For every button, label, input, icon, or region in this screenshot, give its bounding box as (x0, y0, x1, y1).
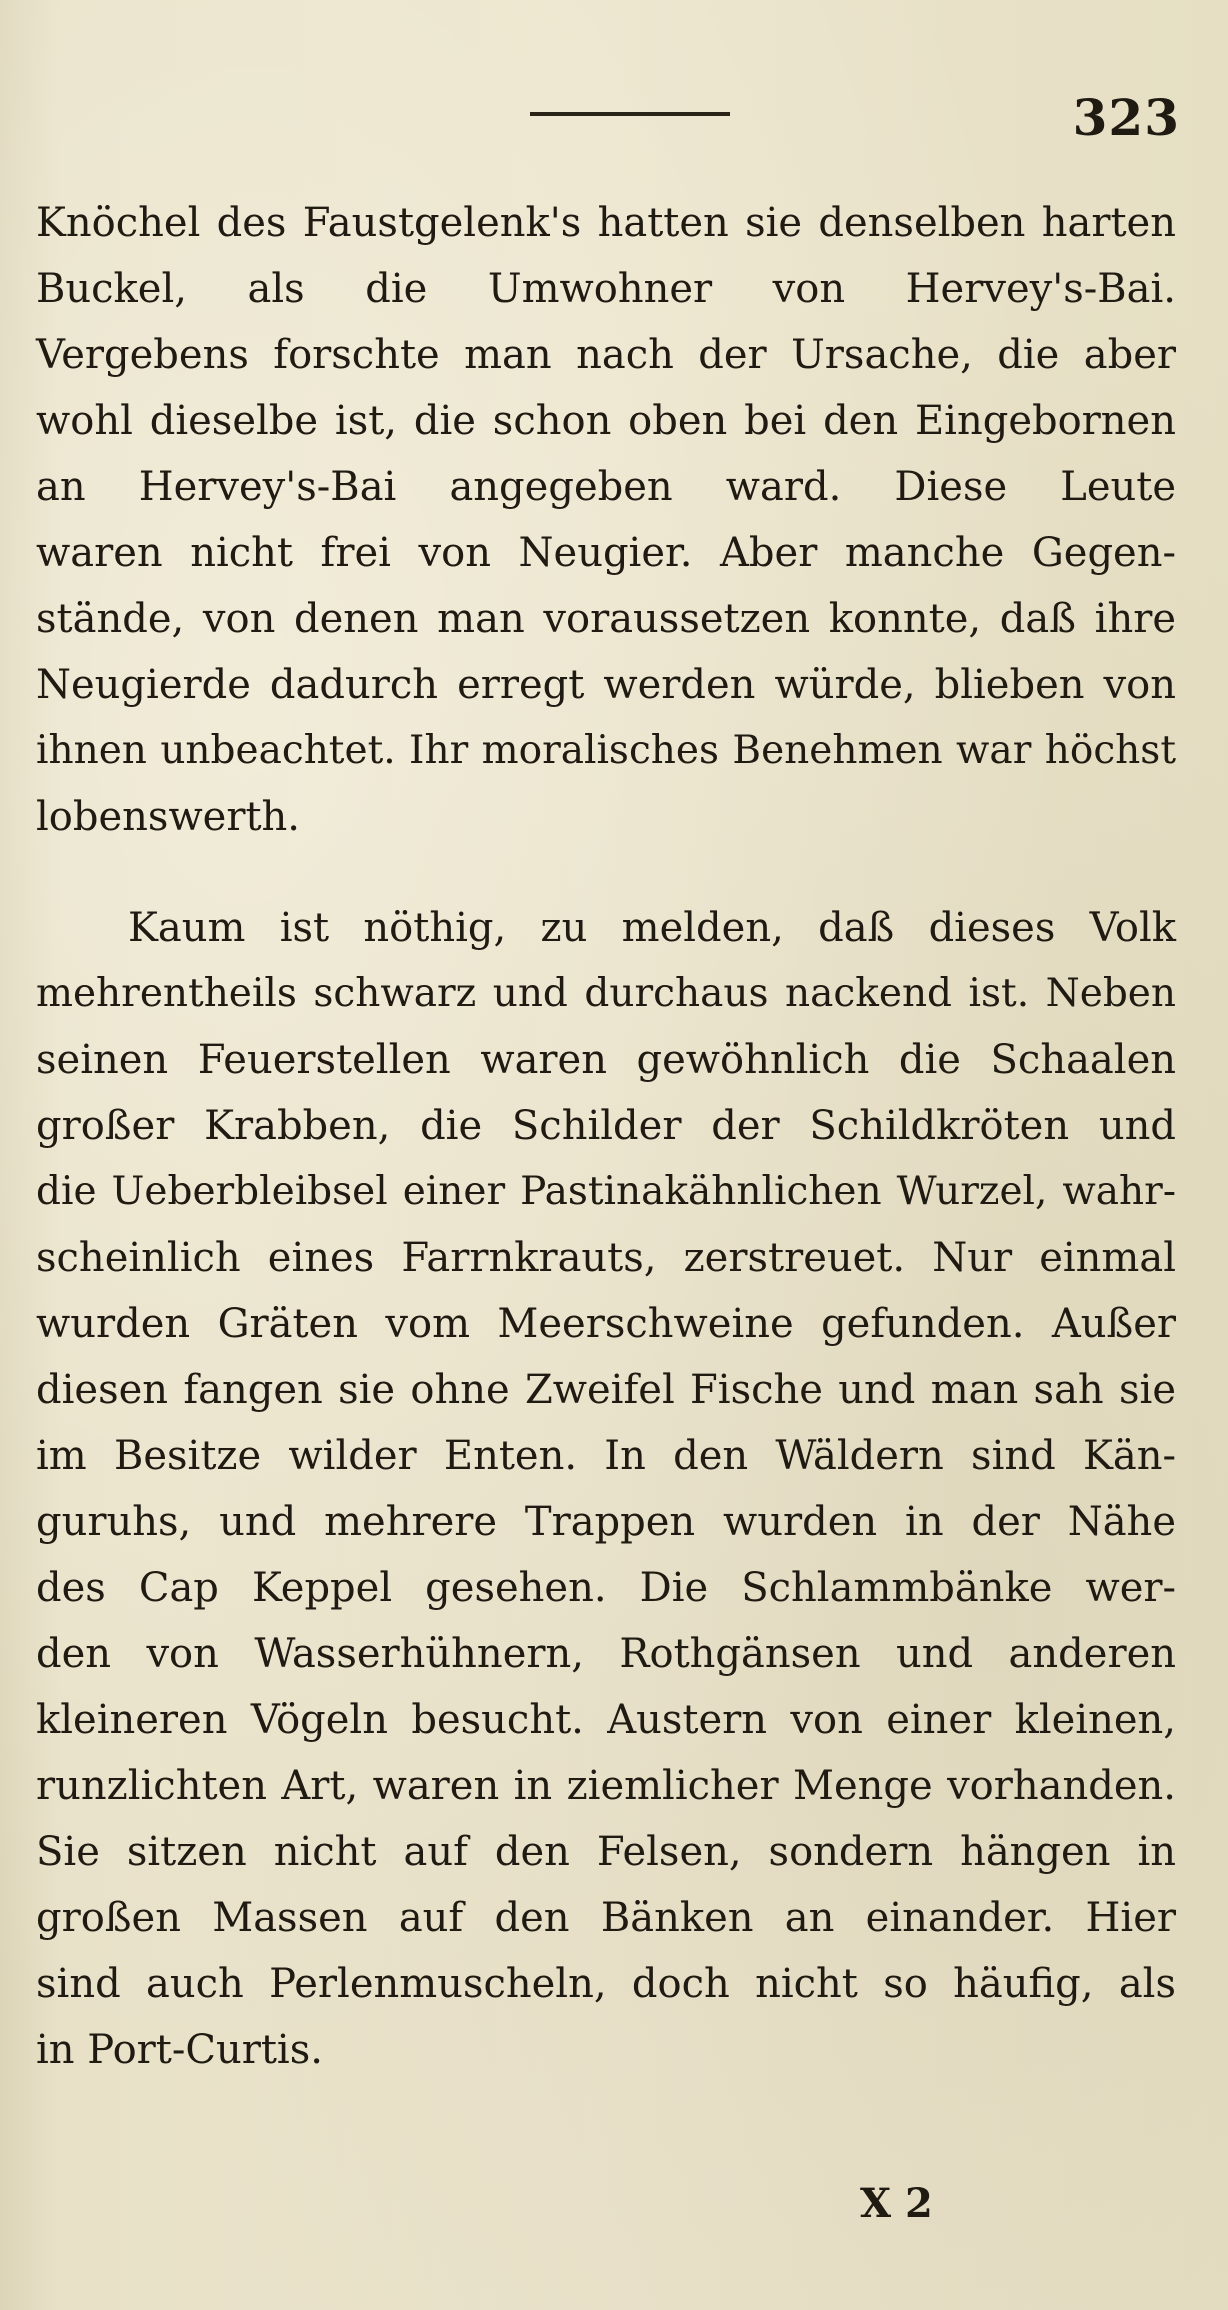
page-number: 323 (1072, 88, 1180, 147)
text-line: sind auch Perlenmuscheln, doch nicht so häufig, als (36, 1961, 1176, 2007)
text-line: wohl dieselbe ist, die schon oben bei den Eingebornen (36, 398, 1176, 444)
text-line: runzlichten Art, waren in ziemlicher Menge vorhanden. (36, 1763, 1176, 1809)
text-line: des Cap Keppel gesehen. Die Schlammbänke wer- (36, 1565, 1176, 1611)
paragraph-2 (36, 895, 1176, 2083)
text-line: Vergebens forschte man nach der Ursache, die aber (36, 332, 1176, 378)
text-line: Buckel, als die Umwohner von Hervey's-Bai. (36, 266, 1176, 312)
text-line: scheinlich eines Farrnkrauts, zerstreuet. Nur einmal (36, 1235, 1176, 1281)
signature-mark: X 2 (860, 2180, 933, 2227)
text-line: die Ueberbleibsel einer Pastinakähnlichen Wurzel, wahr- (36, 1169, 1176, 1214)
text-line: wurden Gräten vom Meerschweine gefunden. Außer (36, 1301, 1176, 1347)
text-line: ihnen unbeachtet. Ihr moralisches Benehmen war höchst (36, 728, 1176, 773)
text-line: Sie sitzen nicht auf den Felsen, sondern hängen in (36, 1829, 1176, 1875)
text-line: im Besitze wilder Enten. In den Wäldern sind Kän- (36, 1433, 1176, 1479)
text-line: in Port-Curtis. (36, 2027, 323, 2073)
text-line: Kaum ist nöthig, zu melden, daß dieses Volk (128, 905, 1176, 951)
text-line: lobenswerth. (36, 794, 301, 840)
text-line: den von Wasserhühnern, Rothgänsen und anderen (36, 1631, 1176, 1677)
text-line: großer Krabben, die Schilder der Schildkröten und (36, 1103, 1176, 1149)
text-line: stände, von denen man voraussetzen konnte, daß ihre (36, 596, 1176, 642)
text-line: Neugierde dadurch erregt werden würde, blieben von (36, 662, 1176, 708)
paragraph-1 (36, 190, 1176, 850)
text-line: mehrentheils schwarz und durchaus nackend ist. Neben (36, 971, 1176, 1016)
text-line: Knöchel des Faustgelenk's hatten sie denselben harten (36, 200, 1176, 246)
text-line: großen Massen auf den Bänken an einander. Hier (36, 1895, 1176, 1941)
text-line: seinen Feuerstellen waren gewöhnlich die Schaalen (36, 1037, 1176, 1083)
text-line: waren nicht frei von Neugier. Aber manche Gegen- (36, 530, 1176, 576)
text-line: kleineren Vögeln besucht. Austern von einer kleinen, (36, 1697, 1176, 1743)
text-line: diesen fangen sie ohne Zweifel Fische und man sah sie (36, 1367, 1176, 1413)
text-line: guruhs, und mehrere Trappen wurden in der Nähe (36, 1499, 1176, 1545)
text-line: an Hervey's-Bai angegeben ward. Diese Leute (36, 464, 1176, 510)
header-rule (530, 112, 730, 116)
